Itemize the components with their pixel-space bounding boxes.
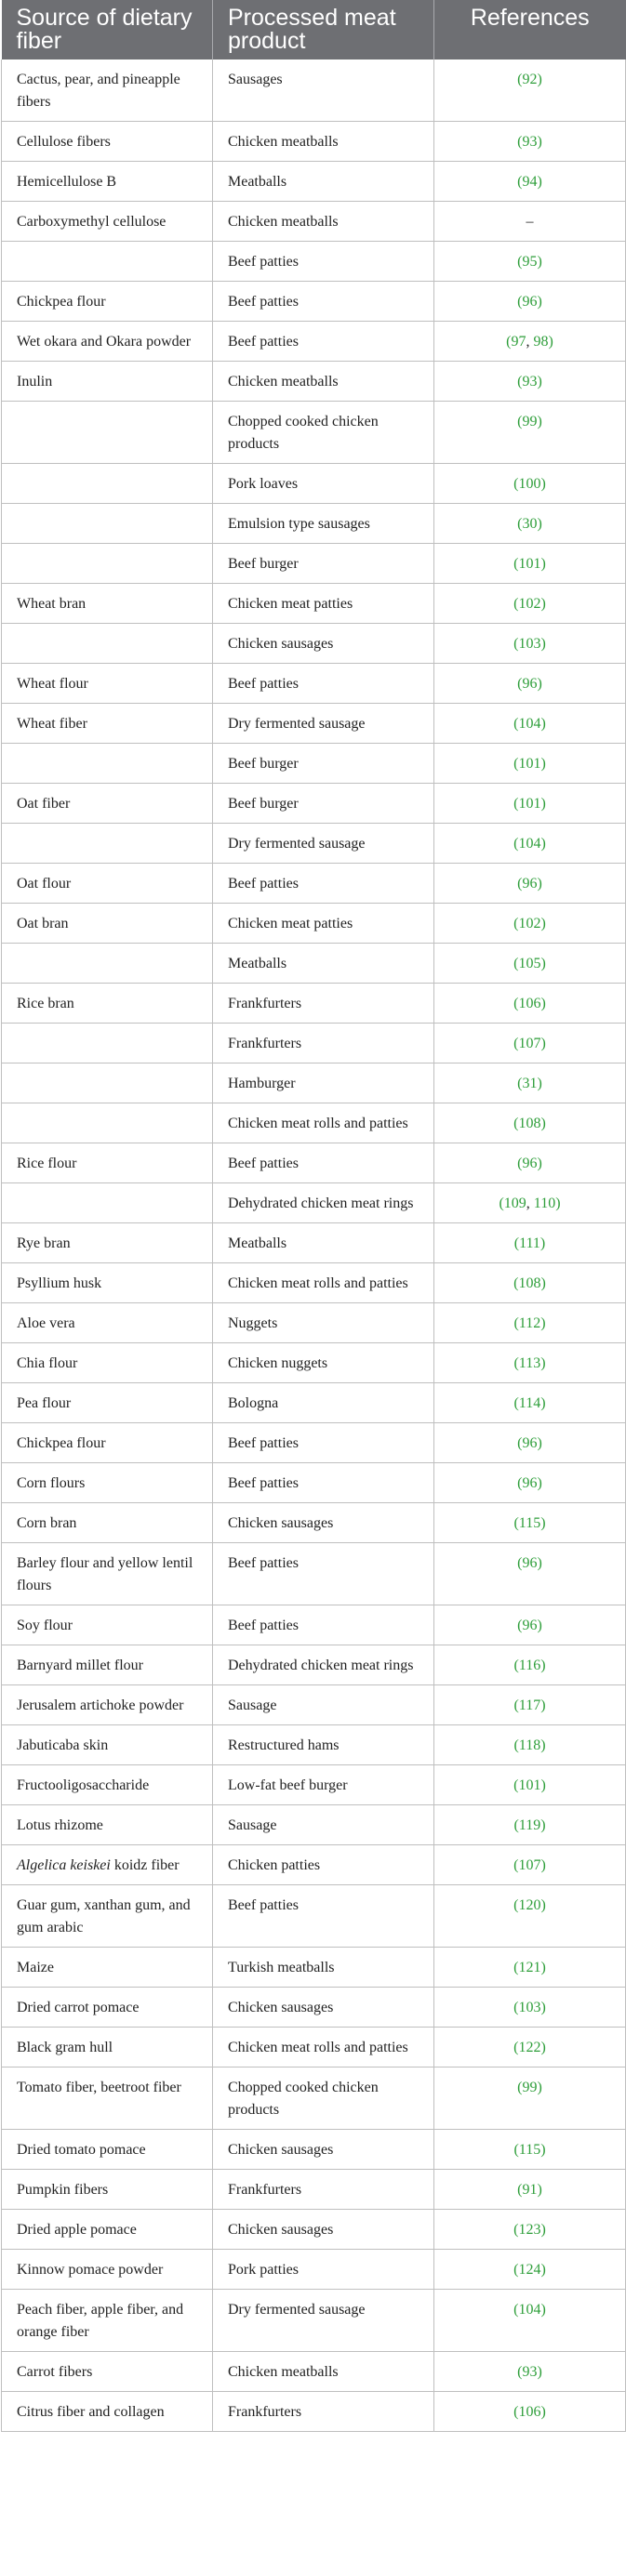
cell-source: Dried tomato pomace [2,2130,213,2170]
cell-product: Beef patties [213,1885,434,1948]
reference-link[interactable]: 96 [522,676,538,692]
cell-source: Cellulose fibers [2,122,213,162]
reference-link[interactable]: 106 [518,2404,541,2420]
cell-source [2,544,213,584]
table-row [2,544,626,584]
reference-link[interactable]: 102 [518,596,541,612]
cell-references: (124) [434,2250,626,2290]
cell-source: Oat flour [2,864,213,904]
cell-product: Chicken meat patties [213,904,434,944]
cell-source: Inulin [2,362,213,402]
reference-link[interactable]: 123 [518,2222,541,2238]
table-row [2,1024,626,1063]
table-row [2,1143,626,1183]
table-row [2,1805,626,1845]
cell-product: Low-fat beef burger [213,1765,434,1805]
reference-link[interactable]: 111 [519,1235,540,1251]
cell-references: (115) [434,1503,626,1543]
table-row [2,1543,626,1605]
cell-references: (103) [434,1988,626,2028]
reference-link[interactable]: 30 [522,516,538,532]
table-row [2,664,626,704]
cell-references: (30) [434,504,626,544]
table-row [2,2170,626,2210]
cell-source: Fructooligosaccharide [2,1765,213,1805]
table-row [2,1303,626,1343]
cell-references: (117) [434,1685,626,1725]
cell-product: Pork loaves [213,464,434,504]
cell-source: Rye bran [2,1223,213,1263]
reference-link[interactable]: 122 [518,2040,541,2055]
cell-source: Oat bran [2,904,213,944]
cell-product: Beef patties [213,1543,434,1605]
cell-product: Chicken meat rolls and patties [213,1103,434,1143]
reference-link[interactable]: 109 [503,1196,526,1211]
cell-product: Beef patties [213,664,434,704]
table-row [2,59,626,122]
reference-link[interactable]: 118 [518,1737,541,1753]
cell-product: Sausage [213,1685,434,1725]
cell-source: Cactus, pear, and pineapple fibers [2,59,213,122]
cell-source [2,744,213,784]
reference-link[interactable]: 103 [518,2000,541,2015]
reference-link[interactable]: 117 [518,1698,541,1713]
cell-source: Wheat fiber [2,704,213,744]
cell-references: (96) [434,1543,626,1605]
reference-link[interactable]: 97 [511,334,526,350]
cell-product: Hamburger [213,1063,434,1103]
table-row [2,1223,626,1263]
reference-link[interactable]: 92 [522,72,538,87]
cell-references: (102) [434,904,626,944]
reference-link[interactable]: 101 [518,1777,541,1793]
cell-references: (119) [434,1805,626,1845]
cell-references: (102) [434,584,626,624]
reference-link[interactable]: 113 [518,1355,541,1371]
cell-source: Carboxymethyl cellulose [2,202,213,242]
reference-link[interactable]: 108 [518,1116,541,1131]
cell-references: (105) [434,944,626,984]
cell-product: Beef patties [213,1605,434,1645]
reference-link[interactable]: 115 [518,1515,541,1531]
cell-source: Wet okara and Okara powder [2,322,213,362]
cell-product: Chicken meatballs [213,2352,434,2392]
reference-link[interactable]: 96 [522,1555,538,1571]
reference-link[interactable]: 104 [518,716,541,732]
cell-references: (96) [434,282,626,322]
table-row [2,2028,626,2067]
reference-link[interactable]: 102 [518,916,541,931]
cell-product: Emulsion type sausages [213,504,434,544]
cell-references: (101) [434,784,626,824]
table-row [2,504,626,544]
cell-product: Chicken meat rolls and patties [213,2028,434,2067]
cell-product: Beef burger [213,544,434,584]
reference-link[interactable]: 101 [518,556,541,572]
cell-source-text: fiber [151,1857,180,1873]
table-row [2,2067,626,2130]
reference-link[interactable]: 107 [518,1857,541,1873]
reference-link[interactable]: 108 [518,1275,541,1291]
reference-link[interactable]: 31 [522,1076,538,1091]
table-row [2,1685,626,1725]
table-row [2,1765,626,1805]
table-row [2,1725,626,1765]
header-source: Source of dietary fiber [2,0,213,59]
table-row [2,984,626,1024]
table-row [2,322,626,362]
reference-link[interactable]: 96 [522,294,538,310]
cell-source: Psyllium husk [2,1263,213,1303]
table-row [2,1948,626,1988]
cell-references: (107) [434,1024,626,1063]
cell-product: Meatballs [213,162,434,202]
cell-source: Citrus fiber and collagen [2,2392,213,2432]
cell-source: Soy flour [2,1605,213,1645]
cell-references: (96) [434,1423,626,1463]
cell-product: Chicken sausages [213,2210,434,2250]
cell-source-italic: Algelica keiskei [17,1857,111,1873]
cell-references: (96) [434,864,626,904]
reference-link[interactable]: 93 [522,134,538,150]
cell-references: (103) [434,624,626,664]
cell-references: (112) [434,1303,626,1343]
table-row [2,1605,626,1645]
cell-product: Dry fermented sausage [213,824,434,864]
cell-source [2,1845,213,1885]
cell-product: Chicken sausages [213,1503,434,1543]
reference-link[interactable]: 119 [518,1817,541,1833]
cell-product: Bologna [213,1383,434,1423]
reference-link[interactable]: 96 [522,1435,538,1451]
cell-source: Oat fiber [2,784,213,824]
cell-product: Frankfurters [213,2170,434,2210]
cell-source: Black gram hull [2,2028,213,2067]
reference-link[interactable]: 106 [518,996,541,1011]
cell-product: Frankfurters [213,984,434,1024]
table-row [2,1343,626,1383]
cell-product: Beef burger [213,744,434,784]
cell-references: (99) [434,402,626,464]
cell-source: Chickpea flour [2,282,213,322]
table-header [2,0,626,59]
cell-references: (93) [434,362,626,402]
cell-references: (108) [434,1263,626,1303]
cell-source [2,1024,213,1063]
table-row [2,122,626,162]
reference-link[interactable]: 100 [518,476,541,492]
cell-source: Dried carrot pomace [2,1988,213,2028]
cell-product: Dehydrated chicken meat rings [213,1183,434,1223]
table-row [2,402,626,464]
cell-source: Lotus rhizome [2,1805,213,1845]
cell-references: (120) [434,1885,626,1948]
cell-source: Tomato fiber, beetroot fiber [2,2067,213,2130]
table-row [2,202,626,242]
cell-product: Beef burger [213,784,434,824]
table-row [2,864,626,904]
table-row [2,904,626,944]
reference-link[interactable]: 114 [518,1395,541,1411]
cell-source: Peach fiber, apple fiber, and orange fiber [2,2290,213,2352]
cell-references: (96) [434,1143,626,1183]
cell-source: Rice bran [2,984,213,1024]
cell-product: Restructured hams [213,1725,434,1765]
cell-product: Frankfurters [213,2392,434,2432]
cell-source [2,624,213,664]
header-product: Processed meat product [213,0,434,59]
cell-source: Kinnow pomace powder [2,2250,213,2290]
reference-link[interactable]: 104 [518,836,541,852]
reference-link[interactable]: 99 [522,2080,538,2095]
cell-source: Aloe vera [2,1303,213,1343]
cell-source-mid: koidz [110,1857,152,1873]
table-row [2,1645,626,1685]
cell-product: Nuggets [213,1303,434,1343]
cell-product: Dry fermented sausage [213,2290,434,2352]
no-reference: – [526,214,534,230]
cell-source: Barnyard millet flour [2,1645,213,1685]
reference-link[interactable]: 99 [522,414,538,429]
cell-references: (92) [434,59,626,122]
cell-product: Chopped cooked chicken products [213,402,434,464]
cell-source [2,1103,213,1143]
cell-product: Beef patties [213,1423,434,1463]
cell-product: Chicken patties [213,1845,434,1885]
cell-references: (101) [434,544,626,584]
cell-references: (31) [434,1063,626,1103]
cell-source [2,944,213,984]
cell-source: Rice flour [2,1143,213,1183]
cell-source: Jerusalem artichoke powder [2,1685,213,1725]
table-row [2,2290,626,2352]
reference-link[interactable]: 104 [518,2302,541,2318]
table-body [2,59,626,2432]
cell-product: Sausages [213,59,434,122]
cell-product: Dry fermented sausage [213,704,434,744]
cell-references: (123) [434,2210,626,2250]
table-row [2,464,626,504]
table-row [2,824,626,864]
reference-link[interactable]: 91 [522,2182,538,2198]
cell-references: (122) [434,2028,626,2067]
reference-link[interactable]: 96 [522,1475,538,1491]
cell-product: Chicken meatballs [213,362,434,402]
cell-product: Chicken meatballs [213,202,434,242]
cell-product: Frankfurters [213,1024,434,1063]
table-row [2,2250,626,2290]
cell-references: (113) [434,1343,626,1383]
cell-product: Beef patties [213,1143,434,1183]
cell-source: Chickpea flour [2,1423,213,1463]
cell-references: (96) [434,1605,626,1645]
cell-source [2,464,213,504]
cell-references: (93) [434,2352,626,2392]
cell-product: Turkish meatballs [213,1948,434,1988]
cell-references: (104) [434,2290,626,2352]
cell-references: (104) [434,824,626,864]
table-row [2,704,626,744]
cell-references: (97, 98) [434,322,626,362]
cell-references: (96) [434,664,626,704]
table-row [2,584,626,624]
reference-link[interactable]: 98 [533,334,549,350]
reference-link[interactable]: 110 [533,1196,556,1211]
cell-product: Pork patties [213,2250,434,2290]
table-row [2,944,626,984]
cell-source: Pumpkin fibers [2,2170,213,2210]
cell-source: Barley flour and yellow lentil flours [2,1543,213,1605]
cell-source: Hemicellulose B [2,162,213,202]
table-row [2,2392,626,2432]
cell-source [2,504,213,544]
cell-product: Chicken sausages [213,2130,434,2170]
cell-references: (107) [434,1845,626,1885]
cell-product: Chicken nuggets [213,1343,434,1383]
cell-product: Dehydrated chicken meat rings [213,1645,434,1685]
cell-product: Chicken meatballs [213,122,434,162]
cell-references: (91) [434,2170,626,2210]
cell-product: Beef patties [213,282,434,322]
cell-source [2,1063,213,1103]
reference-link[interactable]: 112 [518,1315,541,1331]
table-row [2,162,626,202]
cell-product: Chicken sausages [213,1988,434,2028]
cell-source: Jabuticaba skin [2,1725,213,1765]
cell-references: (115) [434,2130,626,2170]
table-row [2,744,626,784]
cell-references: (100) [434,464,626,504]
cell-product: Beef patties [213,242,434,282]
cell-product: Chicken meat patties [213,584,434,624]
reference-link[interactable]: 120 [518,1897,541,1913]
table-row [2,282,626,322]
cell-source [2,242,213,282]
table-row [2,1183,626,1223]
cell-product: Sausage [213,1805,434,1845]
table-row [2,2210,626,2250]
table-row [2,784,626,824]
cell-source: Carrot fibers [2,2352,213,2392]
cell-references: (96) [434,1463,626,1503]
cell-source: Guar gum, xanthan gum, and gum arabic [2,1885,213,1948]
table-row [2,1263,626,1303]
header-references: References [434,0,626,59]
cell-product: Meatballs [213,944,434,984]
cell-product: Chopped cooked chicken products [213,2067,434,2130]
table-row [2,1503,626,1543]
cell-references: (99) [434,2067,626,2130]
cell-source: Dried apple pomace [2,2210,213,2250]
header-row [2,0,626,59]
cell-references: (116) [434,1645,626,1685]
table-row [2,1423,626,1463]
cell-source [2,402,213,464]
table-row [2,1885,626,1948]
reference-link[interactable]: 101 [518,756,541,772]
cell-references: (101) [434,1765,626,1805]
cell-source [2,824,213,864]
cell-references: (94) [434,162,626,202]
reference-link[interactable]: 93 [522,374,538,390]
table-row [2,1845,626,1885]
reference-link[interactable]: 116 [518,1658,541,1673]
dietary-fiber-table [1,0,626,2432]
table-row [2,624,626,664]
reference-link[interactable]: 96 [522,1618,538,1633]
reference-link[interactable]: 93 [522,2364,538,2380]
cell-product: Meatballs [213,1223,434,1263]
reference-link[interactable]: 124 [518,2262,541,2278]
table-row [2,1383,626,1423]
cell-references: (101) [434,744,626,784]
cell-references: (108) [434,1103,626,1143]
cell-source: Corn flours [2,1463,213,1503]
table-row [2,1463,626,1503]
cell-references: (111) [434,1223,626,1263]
cell-references: (93) [434,122,626,162]
reference-link[interactable]: 94 [522,174,538,190]
cell-source: Maize [2,1948,213,1988]
cell-source: Wheat bran [2,584,213,624]
cell-references: (109, 110) [434,1183,626,1223]
reference-link[interactable]: 107 [518,1036,541,1051]
cell-source: Chia flour [2,1343,213,1383]
table-row [2,362,626,402]
reference-link[interactable]: 121 [518,1960,541,1975]
table-row [2,1988,626,2028]
cell-product: Beef patties [213,322,434,362]
cell-references [434,202,626,242]
cell-source: Pea flour [2,1383,213,1423]
reference-link[interactable]: 96 [522,876,538,892]
cell-product: Chicken sausages [213,624,434,664]
cell-product: Chicken meat rolls and patties [213,1263,434,1303]
table-row [2,242,626,282]
cell-references: (114) [434,1383,626,1423]
cell-references: (106) [434,2392,626,2432]
cell-product: Beef patties [213,864,434,904]
cell-references: (118) [434,1725,626,1765]
cell-references: (95) [434,242,626,282]
cell-references: (121) [434,1948,626,1988]
reference-link[interactable]: 96 [522,1156,538,1171]
cell-source: Wheat flour [2,664,213,704]
table-row [2,1063,626,1103]
table-row [2,1103,626,1143]
cell-product: Beef patties [213,1463,434,1503]
cell-references: (106) [434,984,626,1024]
table-row [2,2130,626,2170]
reference-link[interactable]: 95 [522,254,538,270]
reference-link[interactable]: 101 [518,796,541,812]
table-row [2,2352,626,2392]
cell-source: Corn bran [2,1503,213,1543]
cell-source [2,1183,213,1223]
reference-link[interactable]: 105 [518,956,541,971]
cell-references: (104) [434,704,626,744]
reference-link[interactable]: 115 [518,2142,541,2158]
reference-link[interactable]: 103 [518,636,541,652]
